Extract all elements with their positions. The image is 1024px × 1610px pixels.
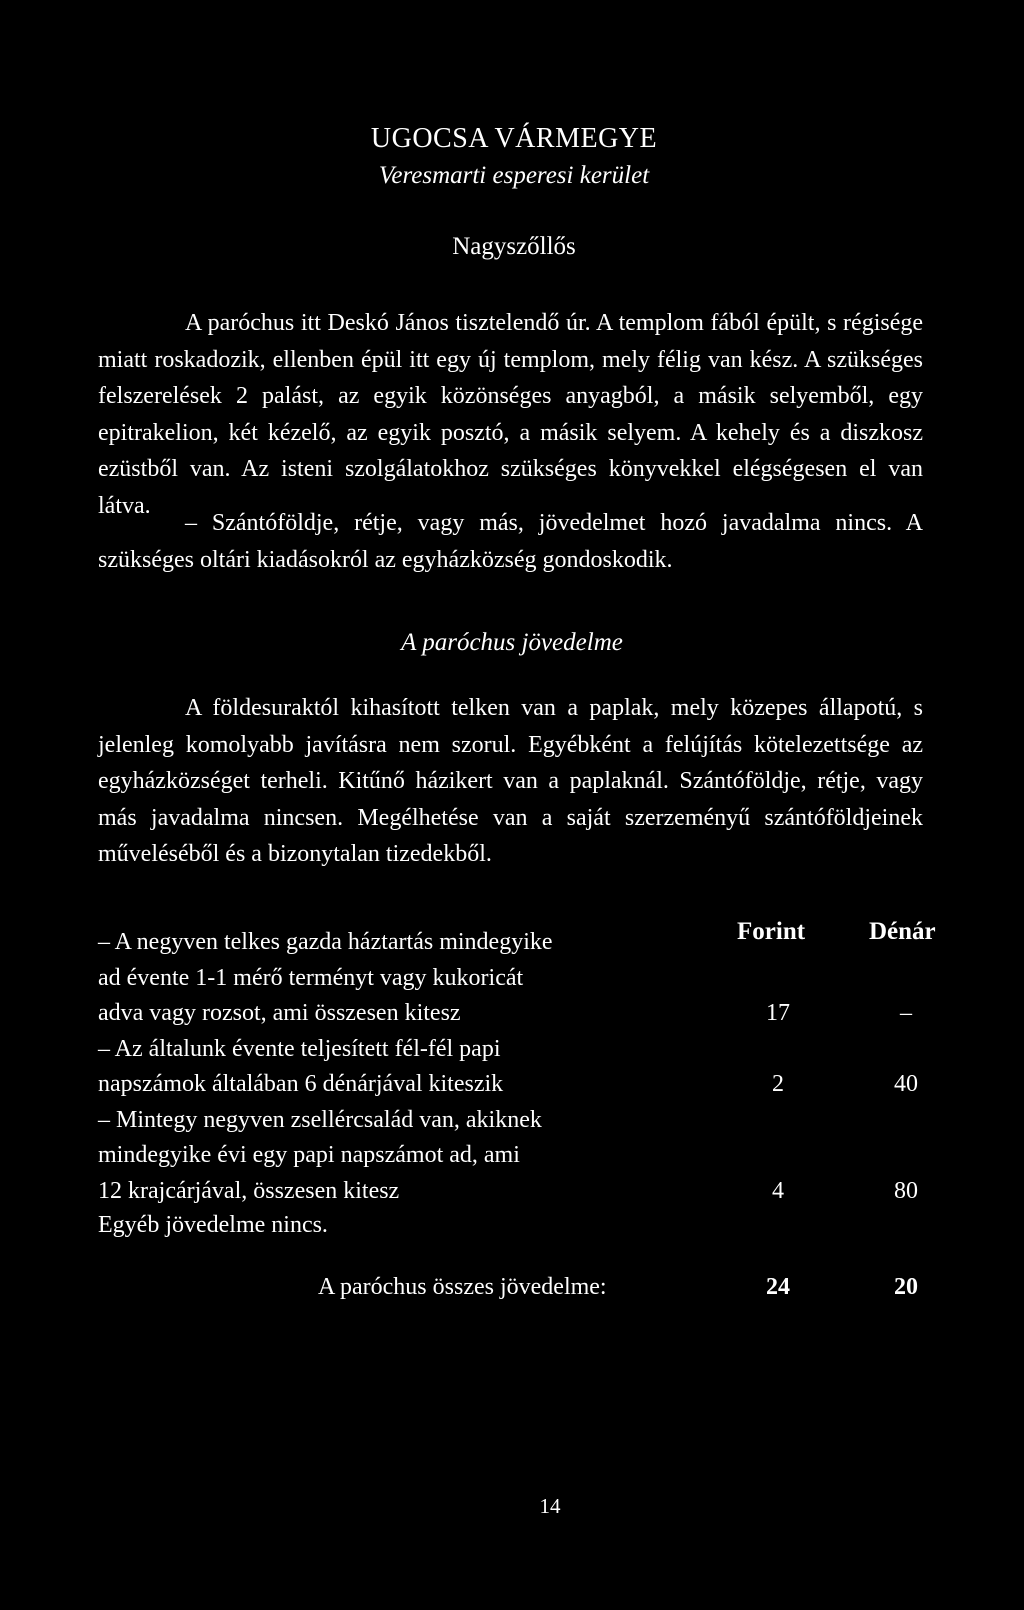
table-cell-denar: – — [900, 1000, 912, 1026]
table-row-text: – A negyven telkes gazda háztartás mindegyike — [98, 929, 553, 955]
table-cell-denar: 40 — [894, 1071, 918, 1097]
table-row-text: adva vagy rozsot, ami összesen kitesz — [98, 1000, 461, 1026]
table-cell-forint: 4 — [772, 1178, 784, 1204]
paragraph-church-description: A paróchus itt Deskó János tisztelendő úr. A templom fából épült, s régisége miatt roskadozik, ellenben épül itt egy új templom, mely félig van kész. A szükséges felszerelések 2 palást, az egyik közönséges anyagból, a másik selyemből, egy epitrakelion, két kézelő, az egyik posztó, a másik selyem. A kehely és a diszkosz ezüstből van. Az isteni szolgálatokhoz szükséges könyvekkel elégségesen el van látva. — [98, 310, 923, 519]
column-header-denar: Dénár — [869, 918, 936, 945]
page-number: 14 — [539, 1494, 561, 1518]
table-row-text: – Az általunk évente teljesített fél-fél papi — [98, 1036, 501, 1062]
table-row-text: napszámok általában 6 dénárjával kiteszik — [98, 1071, 504, 1097]
column-header-forint: Forint — [737, 918, 806, 945]
other-income-note: Egyéb jövedelme nincs. — [98, 1212, 328, 1238]
total-income-label: A paróchus összes jövedelme: — [318, 1274, 607, 1300]
paragraph-parsonage: A földesuraktól kihasított telken van a paplak, mely közepes állapotú, s jelenleg komolyabb javításra nem szorul. Egyébként a felújítás kötelezettsége az egyházközséget terheli. Kitűnő házikert van a paplaknál. Szántóföldje, rétje, vagy más javadalma nincsen. Megélhetése van a saját szerzeményű szántóföldjeinek műveléséből és a bizonytalan tizedekből. — [98, 695, 923, 867]
table-row-text: – Mintegy negyven zsellércsalád van, akiknek — [98, 1107, 542, 1133]
total-forint: 24 — [766, 1274, 790, 1300]
paragraph-land-holdings: – Szántóföldje, rétje, vagy más, jövedelmet hozó javadalma nincs. A szükséges oltári kiadásokról az egyházközség gondoskodik. — [98, 510, 923, 573]
table-cell-forint: 2 — [772, 1071, 784, 1097]
table-row-text: mindegyike évi egy papi napszámot ad, ami — [98, 1142, 520, 1168]
table-row-text: 12 krajcárjával, összesen kitesz — [98, 1178, 400, 1204]
income-section-heading: A paróchus jövedelme — [401, 629, 623, 656]
table-cell-denar: 80 — [894, 1178, 918, 1204]
total-denar: 20 — [894, 1274, 918, 1300]
table-cell-forint: 17 — [766, 1000, 790, 1026]
district-subtitle: Veresmarti esperesi kerület — [378, 162, 650, 189]
table-row-text: ad évente 1-1 mérő terményt vagy kukoricát — [98, 965, 524, 991]
county-title: UGOCSA VÁRMEGYE — [370, 123, 658, 154]
town-title: Nagyszőllős — [452, 233, 576, 260]
